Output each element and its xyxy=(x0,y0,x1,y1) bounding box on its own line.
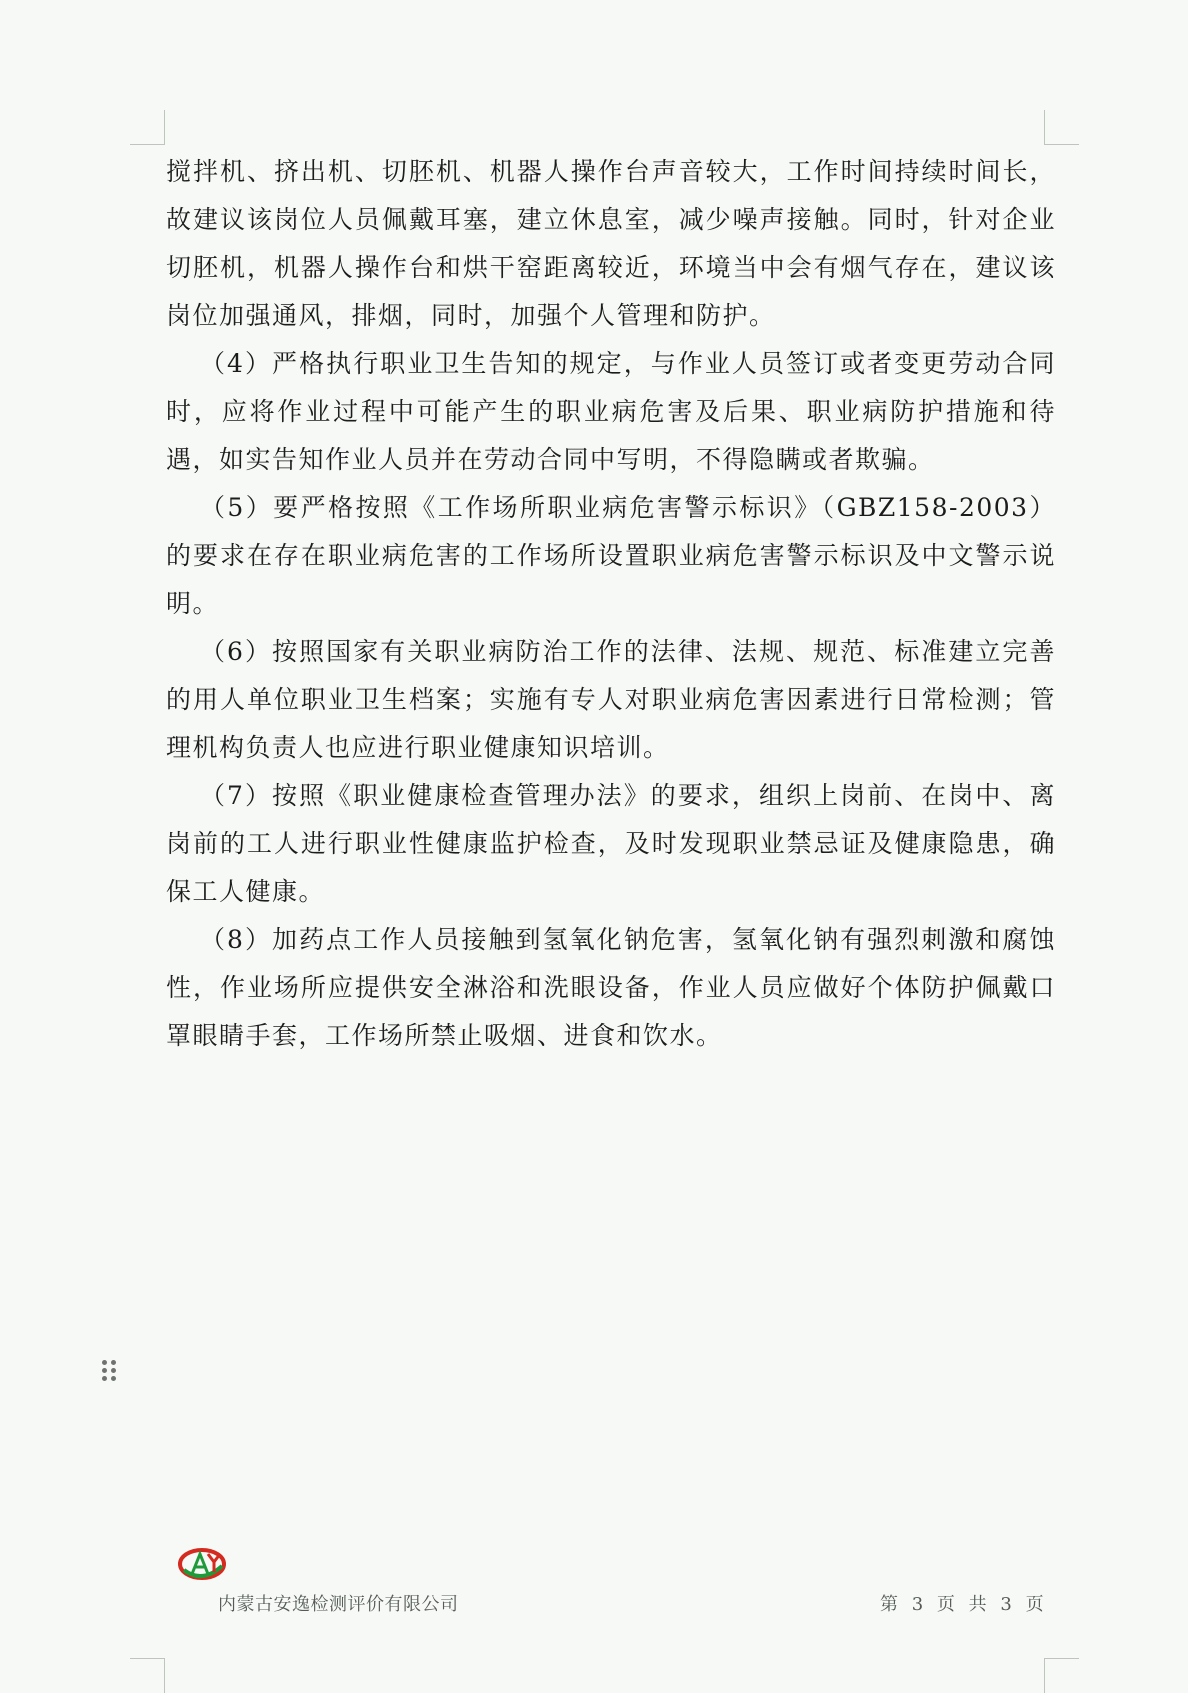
crop-mark-top-left xyxy=(130,110,165,145)
total-unit: 页 xyxy=(1025,1594,1045,1615)
drag-handle-icon[interactable] xyxy=(102,1360,116,1386)
paragraph-continuation: 搅拌机、挤出机、切胚机、机器人操作台声音较大，工作时间持续时间长，故建议该岗位人员佩戴耳塞，建立休息室，减少噪声接触。同时，针对企业切胚机，机器人操作台和烘干窑距离较近，环境当中会有烟气存在，建议该岗位加强通风，排烟，同时，加强个人管理和防护。 xyxy=(166,157,1056,330)
company-logo xyxy=(178,1544,230,1584)
current-page: 3 xyxy=(911,1594,925,1615)
paragraph-item-6: （6）按照国家有关职业病防治工作的法律、法规、规范、标准建立完善的用人单位职业卫生档案；实施有专人对职业病危害因素进行日常检测；管理机构负责人也应进行职业健康知识培训。 xyxy=(166,637,1056,762)
crop-mark-top-right xyxy=(1044,110,1079,145)
total-pages: 3 xyxy=(1000,1594,1013,1615)
footer-company-name: 内蒙古安逸检测评价有限公司 xyxy=(218,1594,459,1615)
paragraph-item-4: （4）严格执行职业卫生告知的规定，与作业人员签订或者变更劳动合同时，应将作业过程中可能产生的职业病危害及后果、职业病防护措施和待遇，如实告知作业人员并在劳动合同中写明，不得隐瞒或者欺骗。 xyxy=(166,349,1056,474)
document-body[interactable] xyxy=(166,148,1056,1060)
page-unit: 页 xyxy=(936,1594,956,1615)
crop-mark-bottom-left xyxy=(130,1658,165,1693)
crop-mark-bottom-right xyxy=(1044,1658,1079,1693)
total-prefix: 共 xyxy=(968,1594,988,1615)
paragraph-item-5: （5）要严格按照《工作场所职业病危害警示标识》（GBZ158-2003）的要求在存在职业病危害的工作场所设置职业病危害警示标识及中文警示说明。 xyxy=(166,493,1056,618)
paragraph-item-7: （7）按照《职业健康检查管理办法》的要求，组织上岗前、在岗中、离岗前的工人进行职业性健康监护检查，及时发现职业禁忌证及健康隐患，确保工人健康。 xyxy=(166,781,1056,906)
page-prefix: 第 xyxy=(880,1594,899,1615)
paragraph-item-8: （8）加药点工作人员接触到氢氧化钠危害，氢氧化钠有强烈刺激和腐蚀性，作业场所应提供安全淋浴和洗眼设备，作业人员应做好个体防护佩戴口罩眼睛手套，工作场所禁止吸烟、进食和饮水。 xyxy=(166,925,1056,1050)
footer-page-number xyxy=(880,1590,1051,1616)
